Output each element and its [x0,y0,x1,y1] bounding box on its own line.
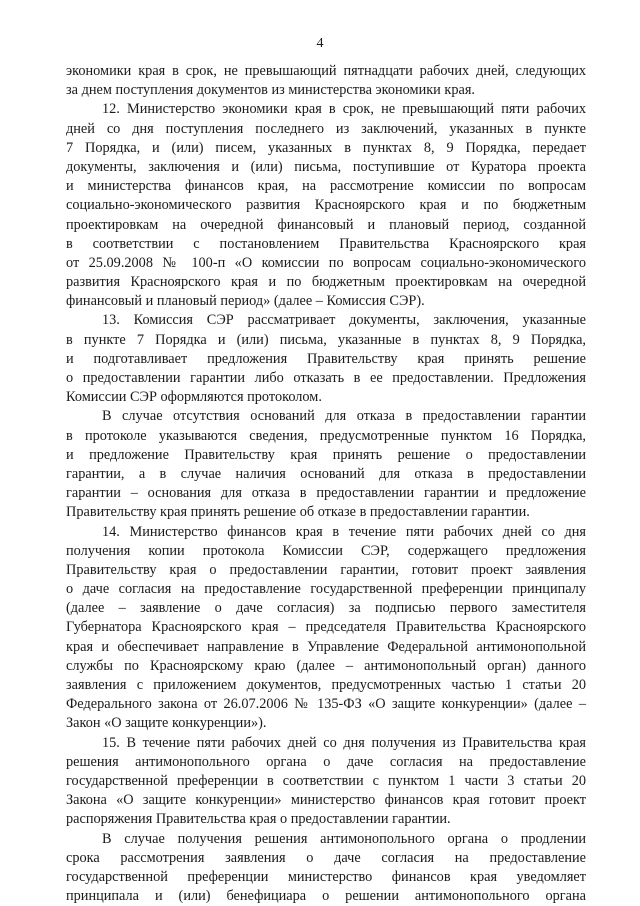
paragraph-p0 [66,62,586,100]
paragraph-p14 [66,523,586,734]
text-line: В случае отсутствия оснований для отказа в предоставлении гарантии [66,407,586,426]
text-line: от 25.09.2008 № 100-п «О комиссии по вопросам социально-экономического [66,254,586,273]
text-line: срока рассмотрения заявления о даче согласия на предоставление [66,849,586,868]
text-line: Правительству края о предоставлении гарантии, готовит проект заявления [66,561,586,580]
text-line: и предложение Правительству края принять решение о предоставлении [66,446,586,465]
text-line: Губернатора Красноярского края – председателя Правительства Красноярского [66,618,586,637]
text-line: принципала и (или) бенефициара о решении антимонопольного органа [66,887,586,906]
text-line: 13. Комиссия СЭР рассматривает документы, заключения, указанные [66,311,586,330]
text-line: о предоставлении гарантии либо отказать в ее предоставлении. Предложения [66,369,586,388]
text-line: решения антимонопольного органа о даче согласия на предоставление [66,753,586,772]
text-line: Федерального закона от 26.07.2006 № 135-ФЗ «О защите конкуренции» (далее – [66,695,586,714]
text-line: в соответствии с постановлением Правительства Красноярского края [66,235,586,254]
text-line: гарантии – основания для отказа в предоставлении гарантии и предложение [66,484,586,503]
paragraph-p12 [66,100,586,311]
text-line: Правительству края принять решение об отказе в предоставлении гарантии. [66,503,586,522]
text-line: получения копии протокола Комиссии СЭР, содержащего предложения [66,542,586,561]
document-body [66,62,586,906]
text-line: 7 Порядка, и (или) писем, указанных в пунктах 8, 9 Порядка, передает [66,139,586,158]
paragraph-p15 [66,734,586,830]
text-line: социально-экономического развития Красноярского края и по бюджетным [66,196,586,215]
text-line: Закона «О защите конкуренции» министерство финансов края готовит проект [66,791,586,810]
text-line: 15. В течение пяти рабочих дней со дня получения из Правительства края [66,734,586,753]
paragraph-p13b [66,407,586,522]
text-line: службы по Красноярскому краю (далее – антимонопольный орган) данного [66,657,586,676]
text-line: В случае получения решения антимонопольного органа о продлении [66,830,586,849]
paragraph-p15b [66,830,586,906]
text-line: развития Красноярского края и по бюджетным проектировкам на очередной [66,273,586,292]
text-line: Закон «О защите конкуренции»). [66,714,586,733]
text-line: 14. Министерство финансов края в течение пяти рабочих дней со дня [66,523,586,542]
text-line: за днем поступления документов из министерства экономики края. [66,81,586,100]
text-line: экономики края в срок, не превышающий пятнадцати рабочих дней, следующих [66,62,586,81]
text-line: и подготавливает предложения Правительству края принять решение [66,350,586,369]
text-line: Комиссии СЭР оформляются протоколом. [66,388,586,407]
text-line: распоряжения Правительства края о предоставлении гарантии. [66,810,586,829]
text-line: о даче согласия на предоставление государственной преференции принципалу [66,580,586,599]
text-line: документы, заключения и (или) письма, поступившие от Куратора проекта [66,158,586,177]
text-line: государственной преференции в соответствии с пунктом 1 части 3 статьи 20 [66,772,586,791]
text-line: и министерства финансов края, на рассмотрение комиссии по вопросам [66,177,586,196]
text-line: финансовый и плановый период» (далее – Комиссия СЭР). [66,292,586,311]
text-line: проектировкам на очередной финансовый и плановый период, созданной [66,216,586,235]
page-number: 4 [0,36,640,52]
text-line: в протоколе указываются сведения, предусмотренные пунктом 16 Порядка, [66,427,586,446]
text-line: дней со дня поступления последнего из заключений, указанных в пункте [66,120,586,139]
text-line: в пункте 7 Порядка и (или) письма, указанные в пунктах 8, 9 Порядка, [66,331,586,350]
text-line: 12. Министерство экономики края в срок, не превышающий пяти рабочих [66,100,586,119]
text-line: гарантии, а в случае наличия оснований для отказа в предоставлении [66,465,586,484]
text-line: (далее – заявление о даче согласия) за подписью первого заместителя [66,599,586,618]
text-line: края и обеспечивает направление в Управление Федеральной антимонопольной [66,638,586,657]
paragraph-p13 [66,311,586,407]
text-line: заявления с приложением документов, предусмотренных частью 1 статьи 20 [66,676,586,695]
text-line: государственной преференции министерство финансов края уведомляет [66,868,586,887]
